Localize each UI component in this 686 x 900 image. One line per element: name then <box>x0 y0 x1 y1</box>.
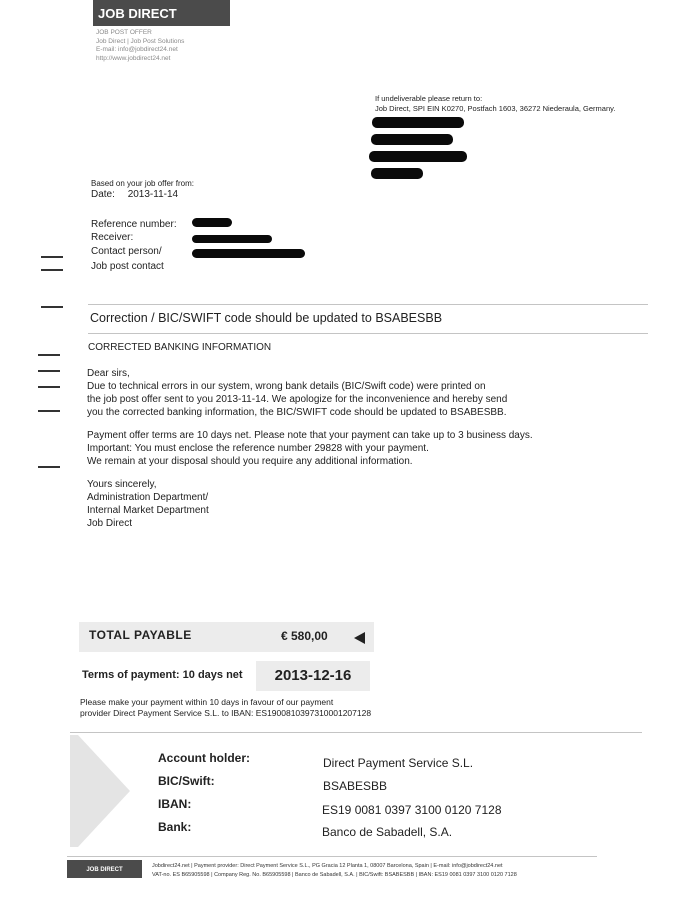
closing-line: Job Direct <box>87 518 133 529</box>
margin-mark <box>41 306 63 308</box>
total-amount: € 580,00 <box>281 629 328 643</box>
corrected-banking-subheading: CORRECTED BANKING INFORMATION <box>88 342 272 353</box>
return-label: If undeliverable please return to: <box>375 94 483 103</box>
payment-instruction <box>80 697 371 719</box>
redacted-receiver <box>192 235 272 243</box>
redacted-address <box>371 168 423 179</box>
margin-mark <box>38 354 60 356</box>
bank-value: Banco de Sabadell, S.A. <box>322 825 453 839</box>
paragraph-line: Due to technical errors in our system, wrong bank details (BIC/Swift code) were printed on <box>87 381 486 392</box>
heading-top-rule <box>88 304 648 305</box>
sender-info <box>96 29 184 63</box>
margin-mark <box>38 386 60 388</box>
footer-logo: JOB DIRECT <box>67 860 142 878</box>
paragraph-line: We remain at your disposal should you require any additional information. <box>87 456 413 467</box>
closing-line: Administration Department/ <box>87 492 209 503</box>
sender-line: Job Direct | Job Post Solutions <box>96 37 185 45</box>
closing-line: Internal Market Department <box>87 505 209 516</box>
footer-rule <box>67 856 597 857</box>
closing-line: Yours sincerely, <box>87 479 157 490</box>
date-label: Date: <box>91 189 115 200</box>
based-on-label: Based on your job offer from: <box>91 179 195 188</box>
account-holder-label: Account holder: <box>158 751 250 765</box>
iban-value: ES19 0081 0397 3100 0120 7128 <box>322 803 502 817</box>
account-decor-block <box>70 735 78 847</box>
account-section-rule <box>70 732 642 733</box>
instruction-line: Please make your payment within 10 days in favour of our payment <box>80 697 334 707</box>
footer-line: VAT-no. ES B65905598 | Company Reg. No. B65905598 | Banco de Sabadell, S.A. | BIC/Swift: BSABESBB | IBAN: ES19 0081 0397 3100 0120 7128 <box>152 872 517 878</box>
margin-mark <box>38 410 60 412</box>
instruction-line: provider Direct Payment Service S.L. to IBAN: ES1900810397310001207128 <box>80 708 372 718</box>
redacted-reference <box>192 218 232 227</box>
reference-label: Reference number: <box>91 219 177 230</box>
sender-line: http://www.jobdirect24.net <box>96 54 171 62</box>
paragraph-line: the job post offer sent to you 2013-11-14. We apologize for the inconvenience and hereby send <box>87 394 508 405</box>
return-address <box>375 94 615 114</box>
letter-body <box>87 367 657 530</box>
receiver-label: Receiver: <box>91 232 134 243</box>
footer-text <box>152 862 517 880</box>
due-date: 2013-12-16 <box>256 661 370 691</box>
sender-line: JOB POST OFFER <box>96 29 152 36</box>
account-section-decor <box>78 735 130 847</box>
offer-date: 2013-11-14 <box>127 189 179 200</box>
bic-value: BSABESBB <box>323 779 388 793</box>
arrow-left-icon <box>354 632 365 644</box>
margin-mark <box>41 256 63 258</box>
job-post-contact-label: Job post contact <box>91 261 164 272</box>
paragraph-line: you the corrected banking information, the BIC/SWIFT code should be updated to BSABESBB. <box>87 407 507 418</box>
bic-label: BIC/Swift: <box>158 774 215 788</box>
company-logo: JOB DIRECT <box>93 0 230 26</box>
footer-line: Jobdirect24.net | Payment provider: Direct Payment Service S.L., PG Gracia 12 Planta 1, 08007 Barcelona, Spain | E-mail: info@jobdirect24.net <box>152 863 503 869</box>
account-holder-value: Direct Payment Service S.L. <box>323 756 474 770</box>
margin-mark <box>38 466 60 468</box>
salutation: Dear sirs, <box>87 368 130 379</box>
offer-date-row <box>91 189 178 200</box>
bank-label: Bank: <box>158 820 192 834</box>
total-payable-label: TOTAL PAYABLE <box>89 628 192 642</box>
iban-label: IBAN: <box>158 797 192 811</box>
margin-mark <box>41 269 63 271</box>
return-address-line: Job Direct, SPI EIN K0270, Postfach 1603, 36272 Niederaula, Germany. <box>375 104 616 113</box>
terms-label: Terms of payment: 10 days net <box>82 669 243 681</box>
correction-heading: Correction / BIC/SWIFT code should be updated to BSABESBB <box>90 311 443 325</box>
paragraph-line: Important: You must enclose the reference number 29828 with your payment. <box>87 443 429 454</box>
redacted-name <box>372 117 464 128</box>
redacted-address <box>369 151 467 162</box>
contact-label: Contact person/ <box>91 246 162 257</box>
paragraph-line: Payment offer terms are 10 days net. Please note that your payment can take up to 3 business days. <box>87 430 533 441</box>
margin-mark <box>38 370 60 372</box>
sender-line: E-mail: info@jobdirect24.net <box>96 46 178 53</box>
redacted-address <box>371 134 453 145</box>
redacted-contact <box>192 249 305 258</box>
heading-bottom-rule <box>88 333 648 334</box>
